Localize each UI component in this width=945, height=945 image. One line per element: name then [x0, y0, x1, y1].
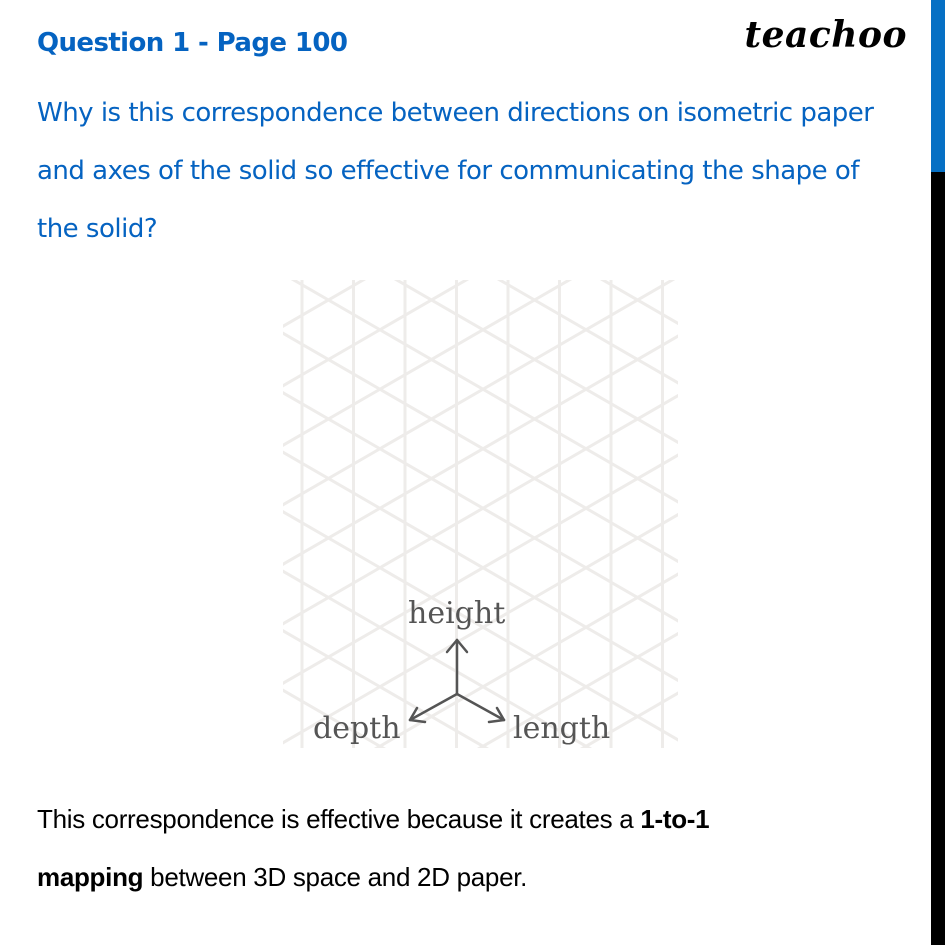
side-accent-bar-black	[931, 172, 945, 945]
isometric-paper-figure	[283, 280, 678, 748]
depth-label: depth	[313, 711, 401, 746]
question-line-1: Why is this correspondence between directions on isometric paper	[37, 98, 874, 128]
answer-text	[37, 790, 917, 906]
length-arrow-icon	[457, 694, 504, 722]
answer-line-2-text: between 3D space and 2D paper.	[143, 862, 528, 892]
length-label: length	[513, 711, 611, 746]
question-text	[37, 84, 917, 258]
side-accent-bar-blue	[931, 0, 945, 172]
answer-line-1	[37, 790, 917, 848]
answer-emphasis-1-to-1: 1-to-1	[640, 804, 710, 834]
isometric-grid-illustration	[283, 280, 678, 748]
answer-line-2	[37, 848, 917, 906]
answer-line-1-text: This correspondence is effective because it creates a	[37, 804, 641, 834]
height-label: height	[408, 596, 506, 631]
answer-emphasis-mapping: mapping	[37, 862, 144, 892]
isometric-grid	[283, 280, 678, 748]
teachoo-logo: teachoo	[744, 14, 907, 56]
question-line-3: the solid?	[37, 214, 158, 244]
question-title: Question 1 - Page 100	[37, 28, 348, 58]
question-line-2: and axes of the solid so effective for communicating the shape of	[37, 156, 859, 186]
